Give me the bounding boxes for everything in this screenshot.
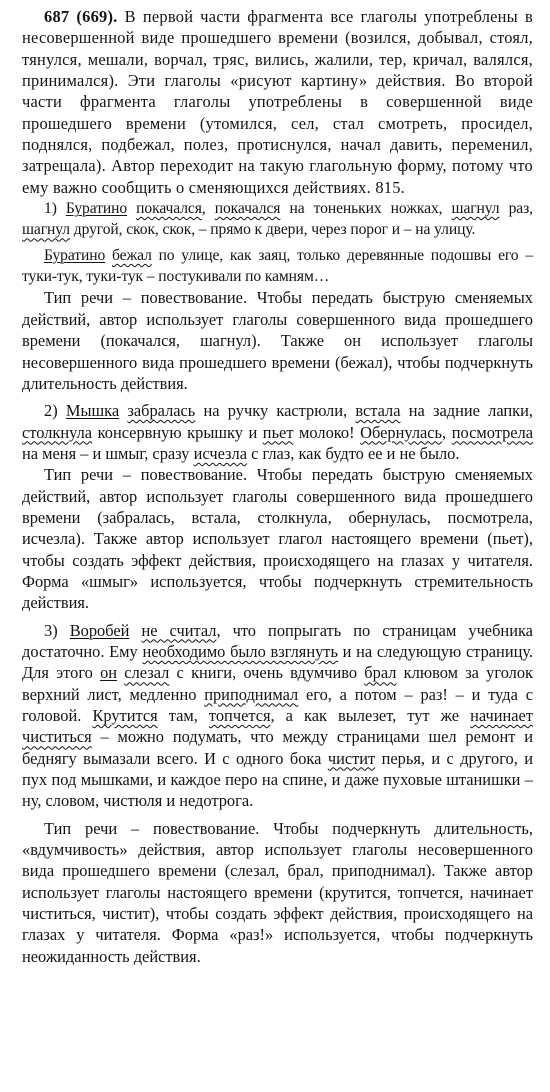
- verb-stolknula: столкнула: [22, 422, 93, 442]
- example-3-marker: 3): [44, 620, 58, 640]
- verb-pokachalsya-1: покачался: [136, 200, 202, 218]
- example-1-speech-type: Тип речи – повествование. Чтобы передать быструю сменяемых действий, автор использует глаголы совершенного вида прошедшего времени (покачался, шагнул). Также он использует глаголы несовершенного вида прошедшего времени (бежал), чтобы подчеркнуть длительность действия.: [22, 288, 533, 393]
- verb-pyet: пьет: [262, 422, 294, 442]
- verb-neobhodimo-bylo-vzglyanut: необходимо было взглянуть: [142, 641, 338, 661]
- example-1-continuation: Буратино бежал по улице, как заяц, только деревянные подошвы его – туки-тук, туки-тук – постукивали по камням…: [22, 246, 533, 286]
- verb-pokachalsya-2: покачался: [214, 200, 281, 218]
- example-2-marker: 2): [44, 401, 58, 421]
- verb-ne-schital: не считал: [141, 620, 217, 640]
- verb-chistit: чистит: [327, 748, 376, 768]
- example-1-text: 1) Буратино покачался, покачался на тоненьких ножках, шагнул раз, шагнул другой, скок, скок, – прямо к двери, через порог и – на улицу.: [22, 200, 533, 239]
- example-1-marker: 1): [44, 200, 57, 218]
- example-2-speech-type: Тип речи – повествование. Чтобы передать быструю сменяемых действий, автор использует глаголы совершенного вида прошедшего времени (забралась, встала, столкнула, обернулась, посмотрела, исчезла). Также автор использует глагол настоящего времени (пьет), чтобы создать эффект действия, происходящего на глазах у читателя. Форма «шмыг» используется, чтобы подчеркнуть стремительность действия.: [22, 465, 533, 613]
- subject-buratino: Буратино: [65, 200, 128, 218]
- verb-bral: брал: [364, 663, 397, 683]
- analysis-paragraph: [22, 6, 533, 198]
- verb-slezal: слезал: [124, 663, 170, 683]
- subject-myshka: Мышка: [65, 401, 120, 421]
- example-3-speech-type: Тип речи – повествование. Чтобы подчеркнуть длительность, «вдумчивость» действия, автор использует глаголы несовершенного вида прошедшего времени (слезал, брал, приподнимал). Также автор использует глаголы настоящего времени (крутится, топчется, начинает чиститься, чистит), чтобы создать эффект действия, происходящего на глазах у читателя. Форма «раз!» используется, чтобы подчеркнуть неожиданность действия.: [22, 818, 533, 966]
- subject-buratino-2: Буратино: [44, 246, 106, 264]
- verb-zabralas: забралась: [127, 401, 196, 421]
- verb-ischezla: исчезла: [193, 443, 247, 463]
- exercise-number: 687 (669).: [44, 7, 118, 26]
- verb-shagnul-1: шагнул: [451, 200, 500, 218]
- example-2-text: 2) Мышка забралась на ручку кастрюли, встала на задние лапки, столкнула консервную крышку и пьет молоко! Обернулась, посмотрела на меня – и шмыг, сразу исчезла с глаз, как будто ее и не было.: [22, 401, 533, 463]
- analysis-text: В первой части фрагмента все глаголы употреблены в несовершенной виде прошедшего времени (возился, добывал, стоял, тянулся, мешали, ворчал, тряс, вились, жалили, тер, кричал, валялся, принимался). Эти глаголы «рисуют картину» действия. Во второй части фрагмента глаголы употреблены в совершенной виде прошедшего времени (утомился, сел, стал смотреть, просидел, поднялся, подбежал, полез, протиснулся, начал давить, переменил, затрещала). Автор переходит на такую глагольную форму, потому что ему важно сообщить о сменяющихся действиях. 815.: [22, 7, 533, 197]
- verb-shagnul-2: шагнул: [22, 221, 70, 239]
- verb-krutitsya: Крутится: [92, 706, 158, 725]
- verb-pripodnimal: приподнимал: [204, 684, 299, 704]
- verb-nachinaet-chistitsya: начинает чиститься: [22, 706, 533, 747]
- verb-vstala: встала: [355, 401, 401, 421]
- subject-vorobey: Воробей: [69, 620, 130, 640]
- example-3-text: 3) Воробей не считал, что попрыгать по страницам учебника достаточно. Ему необходимо было взглянуть и на следующую страницу. Для этого он слезал с книги, очень вдумчиво брал клювом за уголок верхний лист, медленно приподнимал его, а потом – раз! – и туда с головой. Крутится там, топчется, а как вылезет, тут же начинает чиститься – можно подумать, что между страницами шел ремонт и беднягу вымазали всего. И с одного бока чистит перья, и с другого, и пух под мышками, и каждое перо на спине, и даже пуховые штанишки – ну, словом, чистюля и недотрога.: [22, 620, 534, 811]
- verb-posmotrela: посмотрела: [451, 422, 533, 442]
- verb-obernulas: Обернулась: [360, 422, 443, 442]
- verb-bezhal: бежал: [112, 246, 152, 264]
- subject-on: он: [100, 663, 118, 683]
- verb-topchetsya: топчется: [208, 706, 271, 725]
